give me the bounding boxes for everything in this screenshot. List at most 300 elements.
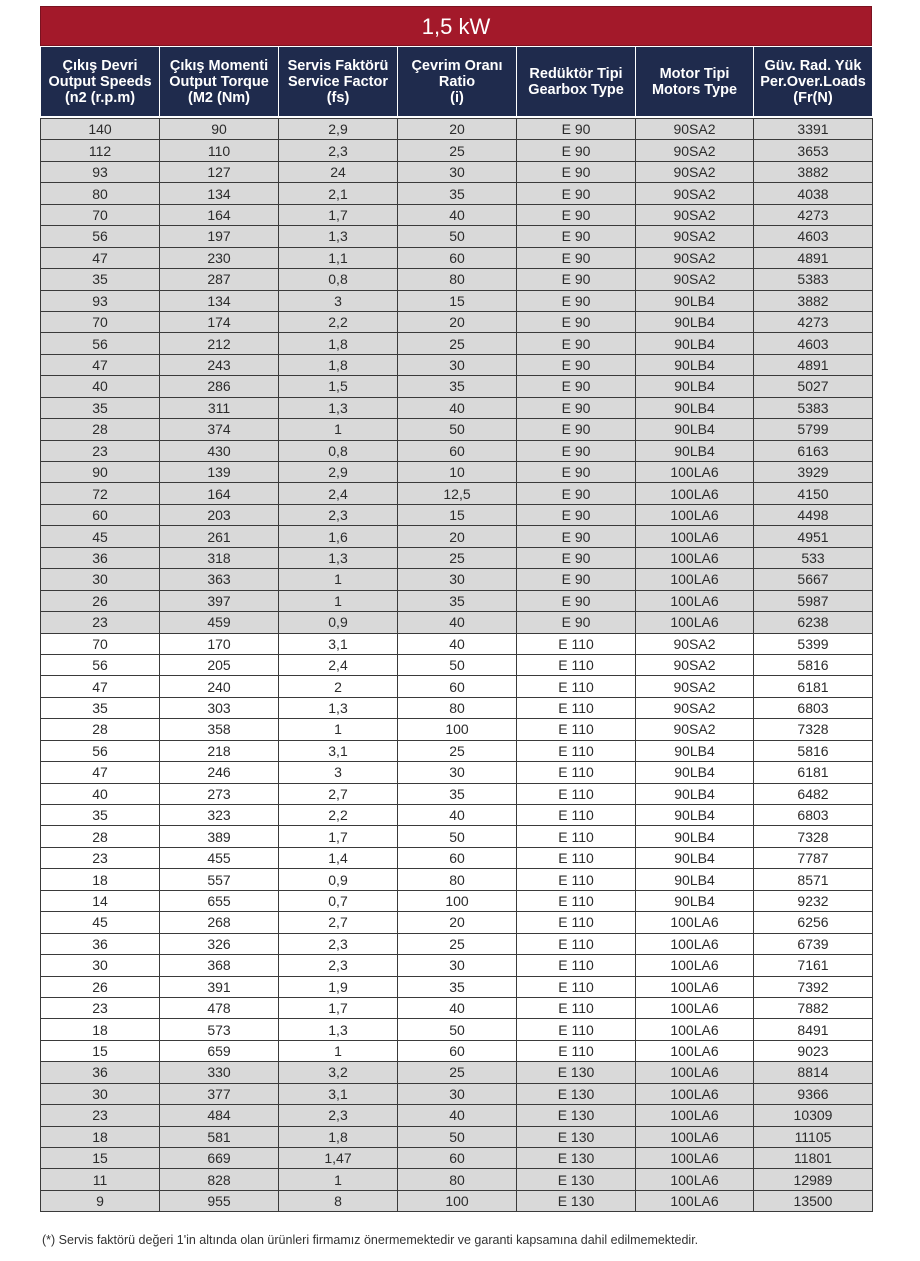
table-cell: 655 <box>160 890 279 911</box>
table-cell: 7161 <box>754 955 873 976</box>
table-cell: 1,8 <box>279 1126 398 1147</box>
table-cell: 80 <box>398 697 517 718</box>
column-header-line: Güv. Rad. Yük <box>764 57 862 74</box>
table-cell: 2 <box>279 676 398 697</box>
table-row <box>41 161 873 182</box>
table-cell: 36 <box>41 933 160 954</box>
table-cell: 90SA2 <box>636 119 754 140</box>
table-cell: 80 <box>398 269 517 290</box>
table-cell: 90 <box>41 462 160 483</box>
table-row <box>41 1083 873 1104</box>
table-cell: 40 <box>398 397 517 418</box>
table-cell: 2,3 <box>279 933 398 954</box>
table-row <box>41 697 873 718</box>
table-cell: 100LA6 <box>636 955 754 976</box>
table-cell: 36 <box>41 1062 160 1083</box>
table-cell: E 90 <box>517 226 636 247</box>
table-cell: 90 <box>160 119 279 140</box>
table-cell: E 90 <box>517 290 636 311</box>
table-cell: 2,7 <box>279 912 398 933</box>
table-cell: 93 <box>41 161 160 182</box>
table-cell: 100LA6 <box>636 569 754 590</box>
table-title: 1,5 kW <box>40 6 872 46</box>
table-cell: 100LA6 <box>636 933 754 954</box>
table-cell: 90LB4 <box>636 740 754 761</box>
table-cell: 397 <box>160 590 279 611</box>
table-cell: 90LB4 <box>636 419 754 440</box>
table-row <box>41 847 873 868</box>
table-cell: 15 <box>398 504 517 525</box>
table-cell: 100LA6 <box>636 1019 754 1040</box>
table-cell: 1 <box>279 419 398 440</box>
table-body <box>41 117 873 1212</box>
table-cell: 60 <box>398 1148 517 1169</box>
table-cell: 100LA6 <box>636 1105 754 1126</box>
table-cell: 90LB4 <box>636 440 754 461</box>
table-cell: 7392 <box>754 976 873 997</box>
table-cell: 7328 <box>754 826 873 847</box>
table-cell: 6803 <box>754 805 873 826</box>
column-header-line: Redüktör Tipi <box>529 65 623 82</box>
table-cell: 3,1 <box>279 740 398 761</box>
table-cell: 11 <box>41 1169 160 1190</box>
table-row <box>41 933 873 954</box>
table-cell: 90SA2 <box>636 204 754 225</box>
column-header-line: Motor Tipi <box>659 65 730 82</box>
column-header-line: Service Factor <box>288 73 388 90</box>
table-cell: 100 <box>398 890 517 911</box>
table-cell: 100LA6 <box>636 1148 754 1169</box>
table-cell: 100LA6 <box>636 612 754 633</box>
table-cell: E 110 <box>517 976 636 997</box>
table-row <box>41 1126 873 1147</box>
table-cell: E 90 <box>517 247 636 268</box>
table-cell: 8814 <box>754 1062 873 1083</box>
table-cell: 100LA6 <box>636 1126 754 1147</box>
table-cell: 2,9 <box>279 119 398 140</box>
table-cell: 50 <box>398 1126 517 1147</box>
table-cell: 5987 <box>754 590 873 611</box>
table-row <box>41 1169 873 1190</box>
table-cell: 80 <box>41 183 160 204</box>
table-cell: 35 <box>398 783 517 804</box>
table-cell: 230 <box>160 247 279 268</box>
table-cell: 2,4 <box>279 483 398 504</box>
table-row <box>41 1040 873 1061</box>
column-header-line: Motors Type <box>651 81 738 98</box>
table-cell: 391 <box>160 976 279 997</box>
table-cell: 100LA6 <box>636 590 754 611</box>
table-cell: 8571 <box>754 869 873 890</box>
table-cell: 30 <box>398 955 517 976</box>
table-cell: 40 <box>398 204 517 225</box>
column-header <box>398 47 517 117</box>
table-row <box>41 590 873 611</box>
table-cell: 26 <box>41 976 160 997</box>
table-cell: 3653 <box>754 140 873 161</box>
table-cell: 268 <box>160 912 279 933</box>
table-cell: 80 <box>398 1169 517 1190</box>
table-row <box>41 654 873 675</box>
table-cell: 459 <box>160 612 279 633</box>
table-cell: 318 <box>160 547 279 568</box>
table-cell: 358 <box>160 719 279 740</box>
table-cell: E 90 <box>517 462 636 483</box>
table-cell: 100LA6 <box>636 976 754 997</box>
table-cell: 24 <box>279 161 398 182</box>
table-cell: 60 <box>398 440 517 461</box>
table-cell: 3,2 <box>279 1062 398 1083</box>
table-cell: 100 <box>398 719 517 740</box>
table-cell: 1,4 <box>279 847 398 868</box>
table-cell: E 90 <box>517 419 636 440</box>
table-cell: 100 <box>398 1190 517 1211</box>
table-cell: 90LB4 <box>636 290 754 311</box>
table-cell: 60 <box>398 1040 517 1061</box>
table-cell: 170 <box>160 633 279 654</box>
table-cell: 2,7 <box>279 783 398 804</box>
table-cell: 6482 <box>754 783 873 804</box>
table-cell: 30 <box>398 1083 517 1104</box>
table-row <box>41 1019 873 1040</box>
table-cell: 18 <box>41 1019 160 1040</box>
table-cell: E 130 <box>517 1169 636 1190</box>
table-cell: 28 <box>41 719 160 740</box>
table-cell: 197 <box>160 226 279 247</box>
table-cell: 286 <box>160 376 279 397</box>
table-cell: 1 <box>279 569 398 590</box>
table-cell: 15 <box>41 1040 160 1061</box>
table-row <box>41 483 873 504</box>
table-cell: E 130 <box>517 1083 636 1104</box>
table-row <box>41 504 873 525</box>
table-cell: 40 <box>398 612 517 633</box>
table-cell: 659 <box>160 1040 279 1061</box>
table-cell: E 110 <box>517 654 636 675</box>
table-cell: 56 <box>41 654 160 675</box>
table-cell: 5383 <box>754 269 873 290</box>
table-row <box>41 526 873 547</box>
table-cell: E 90 <box>517 504 636 525</box>
table-cell: 100LA6 <box>636 1062 754 1083</box>
table-cell: E 90 <box>517 612 636 633</box>
table-cell: 127 <box>160 161 279 182</box>
table-row <box>41 762 873 783</box>
table-cell: E 110 <box>517 1019 636 1040</box>
table-cell: 23 <box>41 997 160 1018</box>
column-header-line: (n2 (r.p.m) <box>64 89 136 106</box>
table-cell: E 110 <box>517 869 636 890</box>
table-cell: E 110 <box>517 805 636 826</box>
table-cell: 18 <box>41 869 160 890</box>
table-row <box>41 955 873 976</box>
table-cell: 36 <box>41 547 160 568</box>
table-cell: 1 <box>279 1169 398 1190</box>
table-cell: 60 <box>398 676 517 697</box>
table-row <box>41 440 873 461</box>
table-row <box>41 247 873 268</box>
table-cell: 100LA6 <box>636 483 754 504</box>
table-cell: 0,9 <box>279 869 398 890</box>
table-cell: 90SA2 <box>636 633 754 654</box>
table-cell: 1 <box>279 719 398 740</box>
column-header-line: (fs) <box>326 89 350 106</box>
table-cell: 90LB4 <box>636 397 754 418</box>
table-cell: 1,3 <box>279 397 398 418</box>
table-cell: 100LA6 <box>636 1190 754 1211</box>
table-row <box>41 419 873 440</box>
table-cell: 5027 <box>754 376 873 397</box>
table-cell: 90LB4 <box>636 890 754 911</box>
table-cell: 1,7 <box>279 826 398 847</box>
table-cell: 4150 <box>754 483 873 504</box>
table-cell: 45 <box>41 526 160 547</box>
table-cell: 45 <box>41 912 160 933</box>
table-cell: 47 <box>41 354 160 375</box>
column-header <box>41 47 160 117</box>
table-cell: 3391 <box>754 119 873 140</box>
table-cell: 273 <box>160 783 279 804</box>
table-cell: 60 <box>398 247 517 268</box>
table-cell: 311 <box>160 397 279 418</box>
table-cell: 4498 <box>754 504 873 525</box>
table-cell: 70 <box>41 311 160 332</box>
table-cell: 50 <box>398 1019 517 1040</box>
table-cell: 303 <box>160 697 279 718</box>
table-cell: 363 <box>160 569 279 590</box>
table-cell: 13500 <box>754 1190 873 1211</box>
table-cell: 205 <box>160 654 279 675</box>
table-cell: E 110 <box>517 912 636 933</box>
table-cell: 20 <box>398 119 517 140</box>
table-cell: 100LA6 <box>636 1169 754 1190</box>
table-row <box>41 183 873 204</box>
column-header-line: (M2 (Nm) <box>187 89 251 106</box>
table-cell: E 110 <box>517 762 636 783</box>
table-cell: 581 <box>160 1126 279 1147</box>
table-row <box>41 226 873 247</box>
table-row <box>41 376 873 397</box>
table-cell: 11105 <box>754 1126 873 1147</box>
table-row <box>41 204 873 225</box>
table-cell: E 90 <box>517 526 636 547</box>
table-cell: 134 <box>160 183 279 204</box>
table-cell: 100LA6 <box>636 547 754 568</box>
table-cell: 5399 <box>754 633 873 654</box>
header-row <box>41 47 873 117</box>
table-cell: 7328 <box>754 719 873 740</box>
table-row <box>41 462 873 483</box>
table-cell: 2,3 <box>279 1105 398 1126</box>
table-row <box>41 805 873 826</box>
table-cell: 140 <box>41 119 160 140</box>
table-cell: 90LB4 <box>636 311 754 332</box>
table-cell: 7882 <box>754 997 873 1018</box>
table-cell: 484 <box>160 1105 279 1126</box>
table-cell: 30 <box>41 955 160 976</box>
table-cell: 26 <box>41 590 160 611</box>
table-cell: 4038 <box>754 183 873 204</box>
table-cell: 5816 <box>754 654 873 675</box>
table-cell: E 90 <box>517 397 636 418</box>
table-cell: E 90 <box>517 140 636 161</box>
table-cell: 212 <box>160 333 279 354</box>
table-cell: 56 <box>41 740 160 761</box>
table-cell: E 90 <box>517 483 636 504</box>
table-cell: 90SA2 <box>636 140 754 161</box>
table-cell: 30 <box>398 354 517 375</box>
table-cell: 533 <box>754 547 873 568</box>
table-cell: E 110 <box>517 676 636 697</box>
table-cell: 478 <box>160 997 279 1018</box>
table-cell: 23 <box>41 440 160 461</box>
table-cell: 100LA6 <box>636 997 754 1018</box>
table-cell: 573 <box>160 1019 279 1040</box>
table-cell: 100LA6 <box>636 504 754 525</box>
table-cell: 80 <box>398 869 517 890</box>
table-cell: 10309 <box>754 1105 873 1126</box>
table-cell: 243 <box>160 354 279 375</box>
table-cell: 25 <box>398 1062 517 1083</box>
table-cell: 25 <box>398 740 517 761</box>
table-cell: 90SA2 <box>636 226 754 247</box>
table-cell: 4951 <box>754 526 873 547</box>
table-cell: 35 <box>41 697 160 718</box>
table-row <box>41 290 873 311</box>
table-cell: 3 <box>279 762 398 783</box>
table-cell: E 90 <box>517 161 636 182</box>
table-cell: 50 <box>398 826 517 847</box>
column-header <box>160 47 279 117</box>
table-cell: 90SA2 <box>636 247 754 268</box>
table-cell: 90SA2 <box>636 183 754 204</box>
table-cell: 90LB4 <box>636 805 754 826</box>
table-cell: 56 <box>41 333 160 354</box>
column-header-line: Çıkış Momenti <box>169 57 269 74</box>
table-cell: 70 <box>41 633 160 654</box>
table-cell: 3882 <box>754 161 873 182</box>
table-cell: 30 <box>398 762 517 783</box>
column-header-line: (Fr(N) <box>793 89 833 106</box>
table-row <box>41 119 873 140</box>
table-cell: 25 <box>398 333 517 354</box>
table-cell: 669 <box>160 1148 279 1169</box>
table-cell: 203 <box>160 504 279 525</box>
column-header <box>279 47 398 117</box>
table-row <box>41 826 873 847</box>
table-cell: E 90 <box>517 376 636 397</box>
table-cell: 6803 <box>754 697 873 718</box>
table-cell: 90LB4 <box>636 762 754 783</box>
table-cell: E 110 <box>517 997 636 1018</box>
table-cell: 0,9 <box>279 612 398 633</box>
table-row <box>41 333 873 354</box>
table-cell: 2,9 <box>279 462 398 483</box>
table-row <box>41 912 873 933</box>
table-cell: 12989 <box>754 1169 873 1190</box>
table-cell: 90SA2 <box>636 654 754 675</box>
table-cell: 50 <box>398 226 517 247</box>
table-row <box>41 783 873 804</box>
table-cell: 955 <box>160 1190 279 1211</box>
table-cell: 35 <box>398 976 517 997</box>
table-cell: 100LA6 <box>636 1083 754 1104</box>
table-cell: 90LB4 <box>636 847 754 868</box>
table-cell: 23 <box>41 1105 160 1126</box>
table-cell: 6238 <box>754 612 873 633</box>
table-cell: 90SA2 <box>636 269 754 290</box>
table-cell: 134 <box>160 290 279 311</box>
table-cell: E 90 <box>517 333 636 354</box>
table-cell: E 90 <box>517 183 636 204</box>
table-cell: 164 <box>160 483 279 504</box>
table-cell: E 130 <box>517 1062 636 1083</box>
table-cell: 1,5 <box>279 376 398 397</box>
table-cell: 6256 <box>754 912 873 933</box>
table-cell: 35 <box>41 397 160 418</box>
table-cell: 30 <box>398 569 517 590</box>
table-row <box>41 140 873 161</box>
table-cell: E 90 <box>517 547 636 568</box>
table-cell: 90LB4 <box>636 869 754 890</box>
table-cell: 8491 <box>754 1019 873 1040</box>
table-cell: 112 <box>41 140 160 161</box>
table-cell: 6181 <box>754 762 873 783</box>
table-cell: 35 <box>41 805 160 826</box>
table-cell: 60 <box>41 504 160 525</box>
table-cell: 90LB4 <box>636 826 754 847</box>
table-cell: E 110 <box>517 890 636 911</box>
table-cell: 47 <box>41 247 160 268</box>
table-cell: 3,1 <box>279 633 398 654</box>
table-cell: 4603 <box>754 333 873 354</box>
table-cell: 1,3 <box>279 697 398 718</box>
table-wrapper <box>40 6 872 1212</box>
table-cell: 2,3 <box>279 955 398 976</box>
table-cell: 23 <box>41 847 160 868</box>
table-cell: 35 <box>398 376 517 397</box>
table-cell: E 110 <box>517 955 636 976</box>
table-cell: 56 <box>41 226 160 247</box>
table-cell: 90SA2 <box>636 719 754 740</box>
table-cell: 90SA2 <box>636 161 754 182</box>
table-cell: 5816 <box>754 740 873 761</box>
table-cell: 1,8 <box>279 333 398 354</box>
table-cell: 2,2 <box>279 805 398 826</box>
table-cell: 47 <box>41 676 160 697</box>
table-cell: 377 <box>160 1083 279 1104</box>
table-cell: 430 <box>160 440 279 461</box>
table-cell: E 90 <box>517 354 636 375</box>
table-cell: 9366 <box>754 1083 873 1104</box>
table-cell: 2,4 <box>279 654 398 675</box>
table-cell: 0,8 <box>279 269 398 290</box>
table-cell: 164 <box>160 204 279 225</box>
column-header-line: Output Speeds <box>48 73 152 90</box>
table-cell: 0,8 <box>279 440 398 461</box>
table-cell: 6181 <box>754 676 873 697</box>
table-cell: 40 <box>398 997 517 1018</box>
table-cell: 18 <box>41 1126 160 1147</box>
table-cell: 9 <box>41 1190 160 1211</box>
table-cell: 20 <box>398 912 517 933</box>
table-cell: 28 <box>41 419 160 440</box>
table-cell: 1 <box>279 1040 398 1061</box>
table-row <box>41 633 873 654</box>
table-cell: 47 <box>41 762 160 783</box>
table-cell: 1 <box>279 590 398 611</box>
table-cell: 2,3 <box>279 140 398 161</box>
